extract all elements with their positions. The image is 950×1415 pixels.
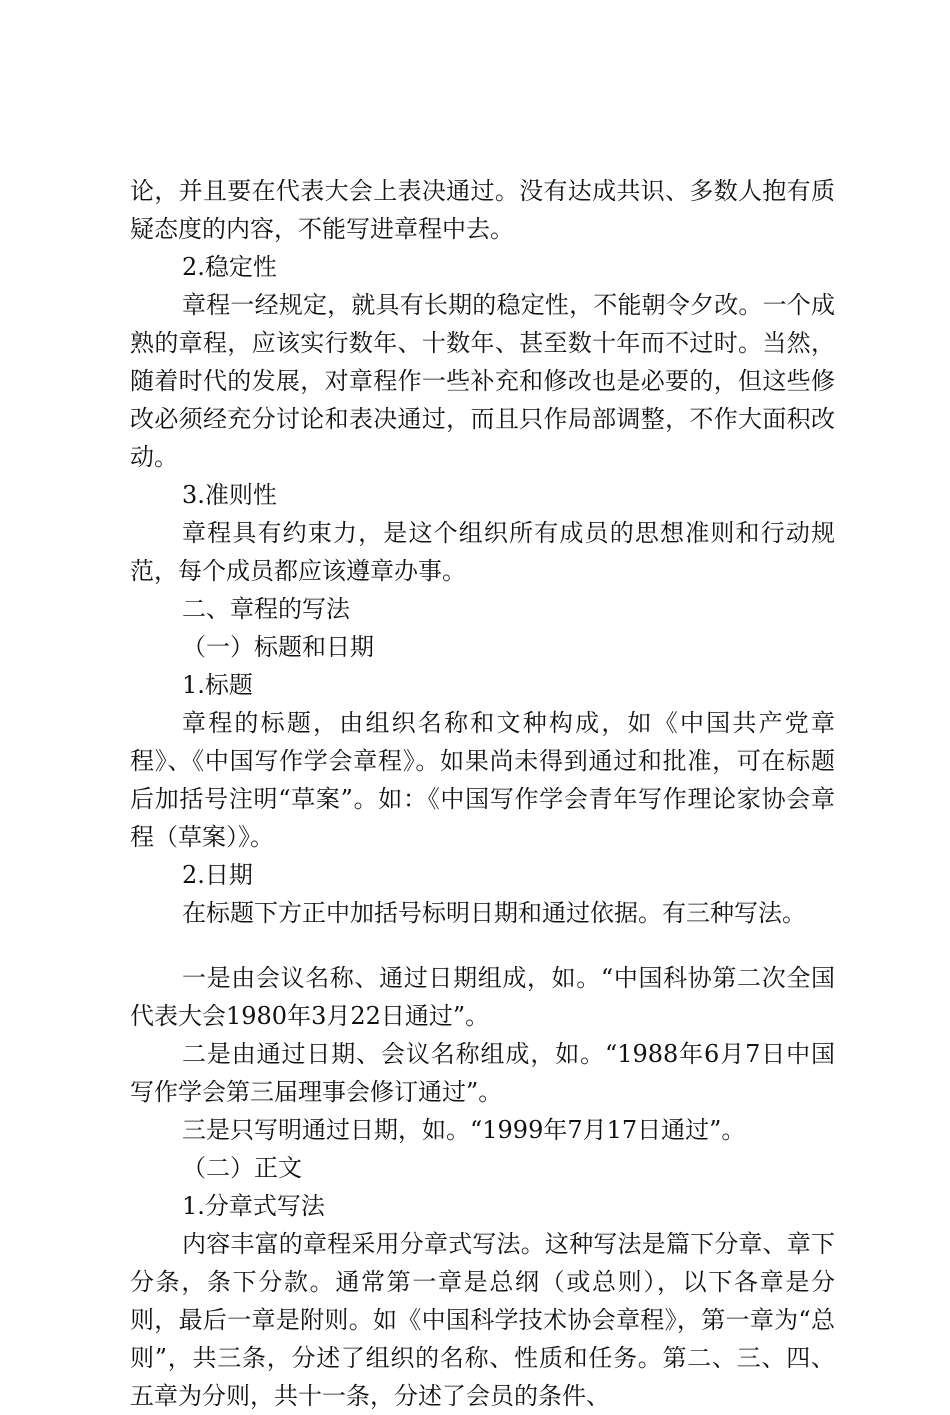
paragraph-date-method-1: 一是由会议名称、通过日期组成，如。“中国科协第二次全国代表大会1980年3月22日通过”。 — [130, 964, 835, 1030]
heading-chapter-style: 1.分章式写法 — [182, 1192, 325, 1220]
subsection-heading-title-date: （一）标题和日期 — [182, 633, 374, 661]
heading-normativity: 3.准则性 — [182, 481, 277, 509]
subsection-heading-body: （二）正文 — [182, 1154, 302, 1182]
heading-stability: 2.稳定性 — [182, 253, 277, 281]
paragraph-chapter-style: 内容丰富的章程采用分章式写法。这种写法是篇下分章、章下分条，条下分款。通常第一章是总纲（或总则），以下各章是分则，最后一章是附则。如《中国科学技术协会章程》，第一章为“总则”，共三条，分述了组织的名称、性质和任务。第二、三、四、五章为分则，共十一条，分述了会员的条件、 — [130, 1230, 835, 1410]
paragraph-date: 在标题下方正中加括号标明日期和通过依据。有三种写法。 — [182, 899, 806, 927]
heading-date: 2.日期 — [182, 861, 253, 889]
section-heading-writing: 二、章程的写法 — [182, 595, 350, 623]
paragraph-date-method-3: 三是只写明通过日期，如。“1999年7月17日通过”。 — [182, 1116, 746, 1144]
paragraph-1: 论，并且要在代表大会上表决通过。没有达成共识、多数人抱有质疑态度的内容，不能写进章程中去。 — [130, 177, 835, 243]
paragraph-stability: 章程一经规定，就具有长期的稳定性，不能朝令夕改。一个成熟的章程，应该实行数年、十数年、甚至数十年而不过时。当然，随着时代的发展，对章程作一些补充和修改也是必要的，但这些修改必须经充分讨论和表决通过，而且只作局部调整，不作大面积改动。 — [130, 291, 835, 471]
paragraph-title: 章程的标题，由组织名称和文种构成，如《中国共产党章程》、《中国写作学会章程》。如果尚未得到通过和批准，可在标题后加括号注明“草案”。如：《中国写作学会青年写作理论家协会章程（草案）》。 — [130, 709, 835, 851]
heading-title: 1.标题 — [182, 671, 253, 699]
paragraph-date-method-2: 二是由通过日期、会议名称组成，如。“1988年6月7日中国写作学会第三届理事会修订通过”。 — [130, 1040, 835, 1106]
document-page — [130, 172, 835, 1415]
paragraph-normativity: 章程具有约束力，是这个组织所有成员的思想准则和行动规范，每个成员都应该遵章办事。 — [130, 519, 835, 585]
